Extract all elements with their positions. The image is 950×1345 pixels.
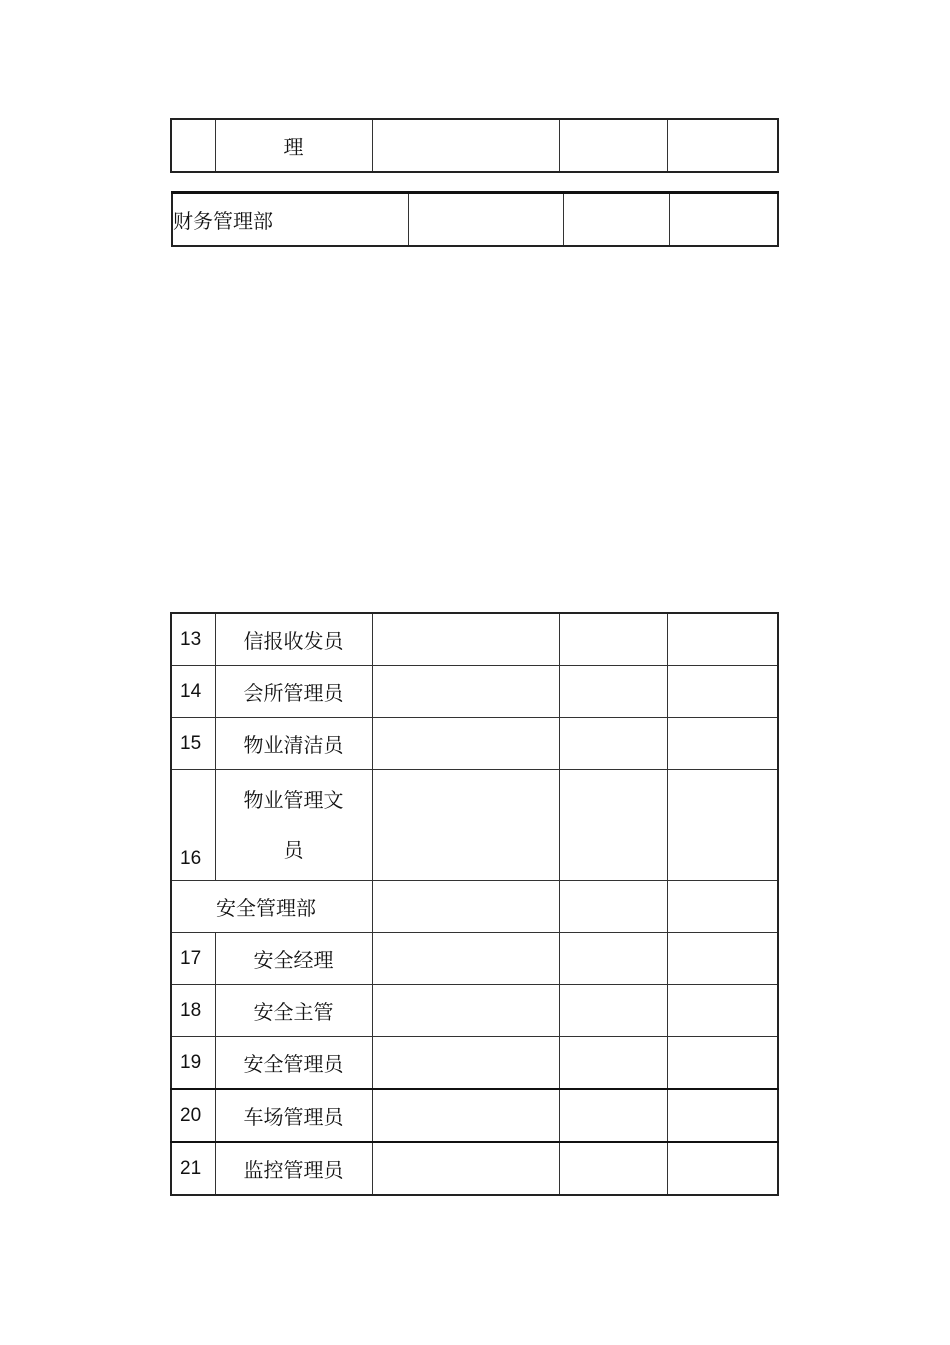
- num-cell: [171, 119, 215, 172]
- top-table-fragment: [170, 118, 779, 173]
- table-row: [171, 985, 778, 1037]
- table-row: [171, 1089, 778, 1142]
- row-number: 19: [171, 1037, 215, 1090]
- row-number: 18: [171, 985, 215, 1037]
- empty-cell: [667, 1089, 778, 1142]
- table-row: [171, 718, 778, 770]
- empty-cell: [559, 119, 667, 172]
- empty-cell: [669, 193, 778, 247]
- empty-cell: [372, 881, 559, 933]
- position-name-cell: 信报收发员: [215, 613, 372, 666]
- empty-cell: [559, 770, 667, 881]
- empty-cell: [372, 770, 559, 881]
- empty-cell: [559, 1142, 667, 1195]
- empty-cell: [563, 193, 669, 247]
- empty-cell: [559, 985, 667, 1037]
- position-name-cell: 物业清洁员: [215, 718, 372, 770]
- empty-cell: [372, 1037, 559, 1090]
- row-number: 15: [171, 718, 215, 770]
- empty-cell: [667, 985, 778, 1037]
- empty-cell: [559, 1089, 667, 1142]
- position-name-cell: 安全管理员: [215, 1037, 372, 1090]
- department-cell: 财务管理部: [172, 193, 408, 247]
- empty-cell: [559, 718, 667, 770]
- position-name-cell: 监控管理员: [215, 1142, 372, 1195]
- empty-cell: [372, 718, 559, 770]
- row-number: 17: [171, 933, 215, 985]
- staff-position-table: [170, 612, 779, 1196]
- row-number: 16: [171, 770, 215, 881]
- table-row: [172, 193, 778, 247]
- empty-cell: [559, 666, 667, 718]
- empty-cell: [667, 613, 778, 666]
- empty-cell: [408, 193, 563, 247]
- table-row: [171, 666, 778, 718]
- table-row: [171, 119, 778, 172]
- empty-cell: [372, 119, 559, 172]
- empty-cell: [667, 881, 778, 933]
- empty-cell: [372, 933, 559, 985]
- empty-cell: [667, 718, 778, 770]
- row-number: 14: [171, 666, 215, 718]
- empty-cell: [372, 985, 559, 1037]
- empty-cell: [372, 666, 559, 718]
- empty-cell: [667, 666, 778, 718]
- empty-cell: [372, 613, 559, 666]
- table-row: [171, 933, 778, 985]
- empty-cell: [667, 933, 778, 985]
- position-name-line: 物业管理文: [243, 788, 344, 812]
- position-name-cell: 安全经理: [215, 933, 372, 985]
- empty-cell: [559, 933, 667, 985]
- position-name-cell: 理: [215, 119, 372, 172]
- row-number: 21: [171, 1142, 215, 1195]
- position-name-cell: 安全主管: [215, 985, 372, 1037]
- position-name-cell: 会所管理员: [215, 666, 372, 718]
- empty-cell: [667, 1142, 778, 1195]
- empty-cell: [372, 1089, 559, 1142]
- empty-cell: [372, 1142, 559, 1195]
- position-name-cell: 车场管理员: [215, 1089, 372, 1142]
- row-number: 13: [171, 613, 215, 666]
- position-name-cell: [215, 770, 372, 881]
- table-row: [171, 1142, 778, 1195]
- table-row: [171, 1037, 778, 1090]
- table-row: [171, 613, 778, 666]
- empty-cell: [559, 1037, 667, 1090]
- empty-cell: [667, 119, 778, 172]
- empty-cell: [667, 1037, 778, 1090]
- department-cell: 安全管理部: [171, 881, 372, 933]
- empty-cell: [559, 881, 667, 933]
- department-row: [171, 881, 778, 933]
- empty-cell: [667, 770, 778, 881]
- table-row: [171, 770, 778, 881]
- position-name-line: 员: [283, 838, 304, 862]
- empty-cell: [559, 613, 667, 666]
- row-number: 20: [171, 1089, 215, 1142]
- finance-dept-table: [171, 191, 779, 247]
